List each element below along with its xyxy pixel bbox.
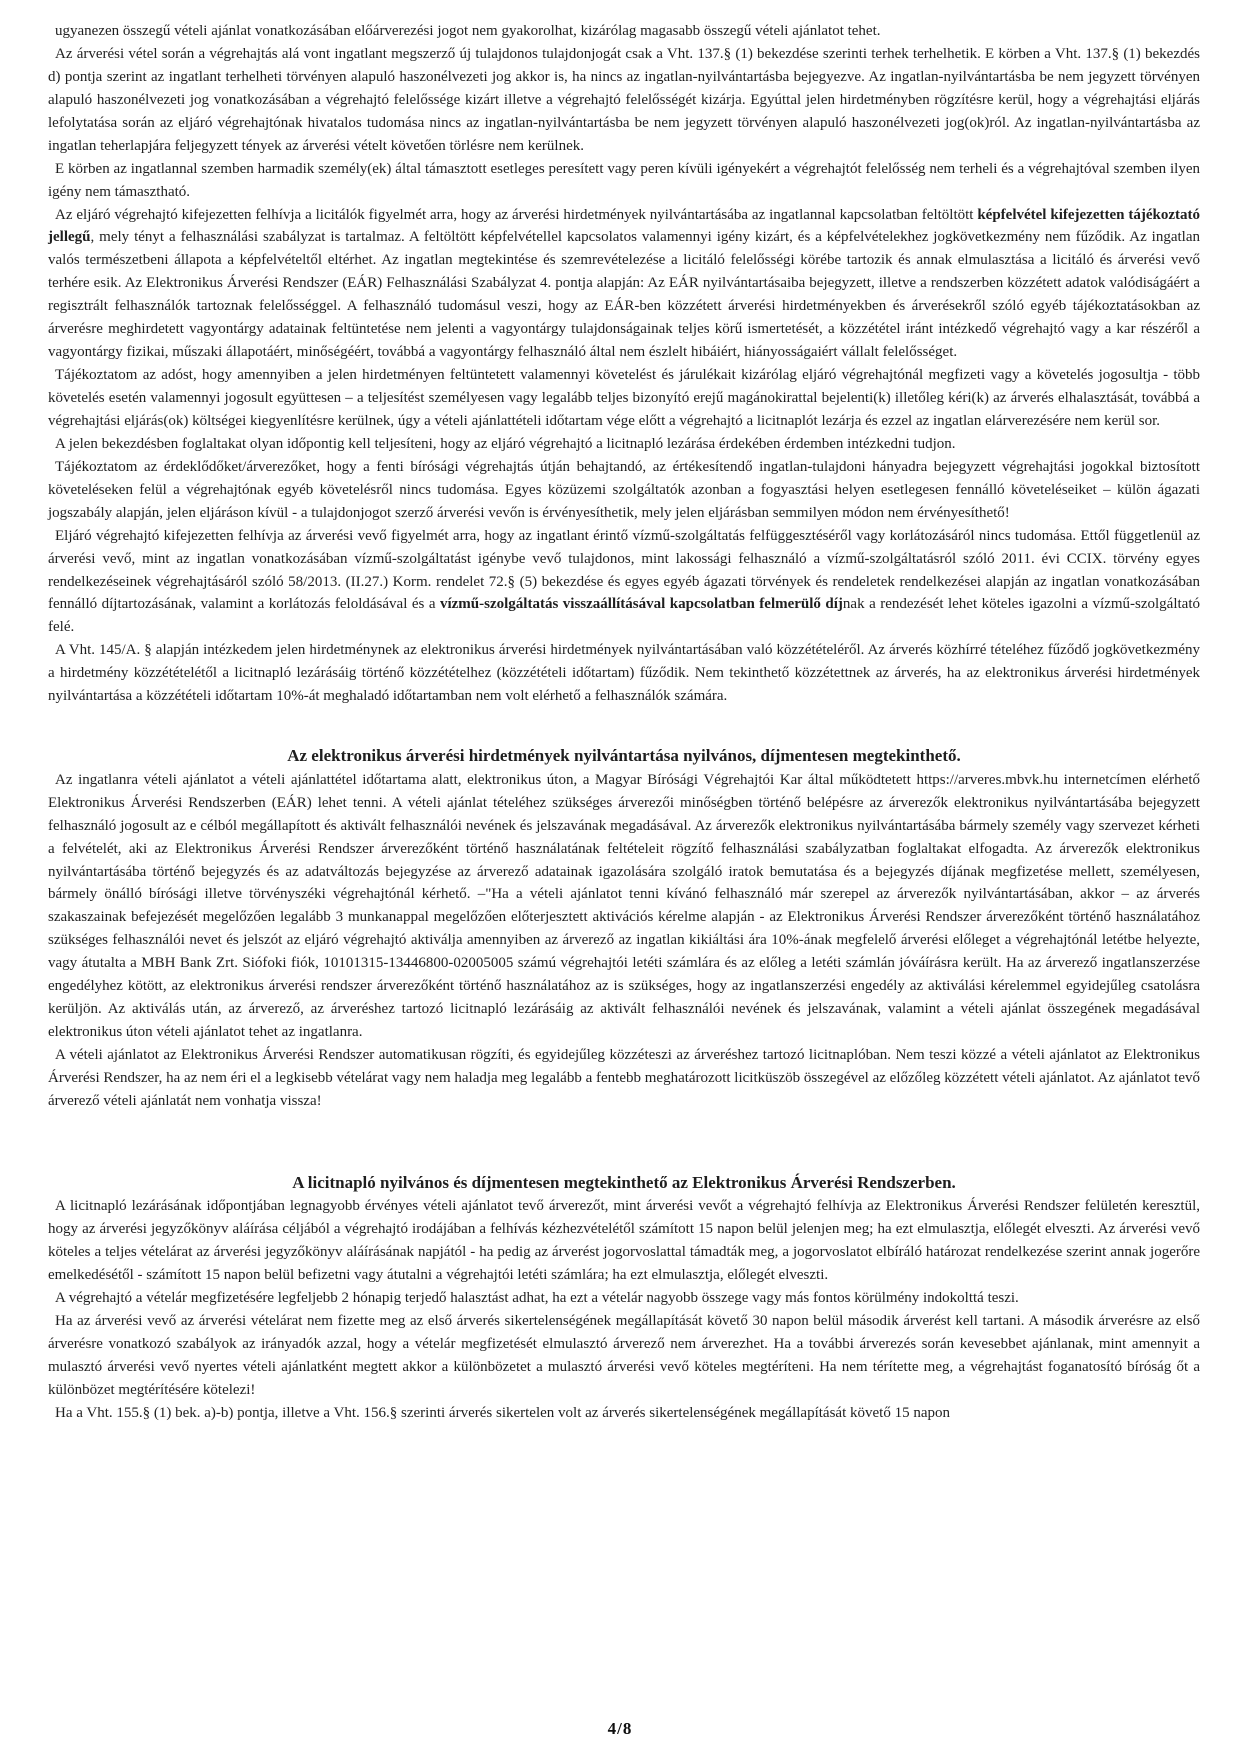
paragraph bbox=[48, 1195, 1200, 1287]
text-run: Az eljáró végrehajtó kifejezetten felhívja a licitálók figyelmét arra, hogy az árverési hirdetmények nyilvántartásába az ingatlannal kapcsolatban feltöltött bbox=[55, 206, 978, 223]
text-run: A Vht. 145/A. § alapján intézkedem jelen hirdetménynek az elektronikus árverési hirdetmények nyilvántartásában való közzétételéről. Az árverés közhírré tételéhez fűződő jogkövetkezmény a hirdetmény közzétételétől a licitnapló lezárásáig történő közzétételhez (közzétételi időtartam) fűződik. Nem tekinthető közzétettnek az árverés, ha az elektronikus árverési hirdetmények nyilvántartása a közzétételi időtartam 10%-át meghaladó időtartamban nem volt elérhető a felhasználók számára. bbox=[48, 642, 1200, 705]
text-run: A vételi ajánlatot az Elektronikus Árverési Rendszer automatikusan rögzíti, és egyidejűleg közzéteszi az árveréshez tartozó licitnaplóban. Nem teszi közzé a vételi ajánlatot az Elektronikus Árverési Rendszer, ha az nem éri el a legkisebb vételárat vagy nem haladja meg legalább a fentebb meghatározott licitküszöb összegével az előzőleg közzétett vételi ajánlatot. Az ajánlatot tevő árverező vételi ajánlatát nem vonhatja vissza! bbox=[48, 1047, 1200, 1109]
text-run: Az ingatlanra vételi ajánlatot a vételi ajánlattétel időtartama alatt, elektronikus úton, a Magyar Bírósági Végrehajtói Kar által működtetett https://arveres.mbvk.hu internetcímen elérhető Elektronikus Árverési Rendszerben (EÁR) lehet tenni. A vételi ajánlat tételéhez szükséges árverezői minőségben történő belépésre az árverezők elektronikus nyilvántartásába bejegyzett felhasználó jogosult az e célból megállapított és aktivált felhasználói nevének és jelszavának megadásával. Az árverezők elektronikus nyilvántartásába bármely személy vagy szervezet kérheti a felvételét, aki az Elektronikus Árverési Rendszer árverezőként történő használatának feltételeit rögzítő felhasználási szabályzatban foglaltakat elfogadta. Az árverezők elektronikus nyilvántartásába történő bejegyzés és az adatváltozás bejegyzése az árverező adatainak igazolására szolgáló iratok bemutatása és a bejegyzés díjának megfizetése mellett, személyesen, bármely önálló bírósági illetve törvényszéki végrehajtónál kérhető. –"Ha a vételi ajánlatot tenni kívánó felhasználó már szerepel az árverezők nyilvántartásában, akkor – az árverés szakaszainak befejezését megelőzően legalább 3 munkanappal megelőzően előterjesztett aktivációs kérelme alapján - az Elektronikus Árverési Rendszer árverezőként történő használatához szükséges felhasználói nevet és jelszót az eljáró végrehajtó aktiválja amennyiben az árverező az ingatlan kikiáltási ára 10%-ának megfelelő árverési előleget a végrehajtónál letétbe helyezte, vagy átutalta a MBH Bank Zrt. Siófoki fiók, 10101315-13446800-02005005 számú végrehajtói letéti számlára és az előleg a letéti számlán jóváírásra került. Ha az árverező ingatlanszerzése engedélyhez kötött, az elektronikus árverési rendszer árverezőként történő használatához az is szükséges, hogy az ingatlanszerzési engedély az aktiválási kérelemmel egyidejűleg csatolásra kerüljön. Az aktiválás után, az árverező, az árveréshez tartozó licitnapló lezárásáig az aktivált felhasználói nevének és jelszavának, valamint a vételi ajánlat összegének megadásával elektronikus úton vételi ajánlatot tehet az ingatlanra. bbox=[48, 771, 1200, 1041]
paragraph bbox=[48, 204, 1200, 365]
bold-text-run: vízmű-szolgáltatás visszaállításával kapcsolatban felmerülő díj bbox=[439, 596, 843, 613]
paragraph bbox=[48, 364, 1200, 433]
paragraph bbox=[48, 525, 1200, 640]
paragraph bbox=[48, 20, 1200, 43]
text-run: ugyanezen összegű vételi ajánlat vonatkozásában előárverezési jogot nem gyakorolhat, kizárólag magasabb összegű vételi ajánlatot tehet. bbox=[55, 23, 881, 39]
section-heading bbox=[48, 1171, 1200, 1196]
text-run: Ha a Vht. 155.§ (1) bek. a)-b) pontja, illetve a Vht. 156.§ szerinti árverés sikertelen volt az árverés sikertelenségének megállapítását követő 15 napon bbox=[55, 1404, 950, 1421]
paragraph bbox=[48, 1402, 1200, 1425]
text-run: E körben az ingatlannal szemben harmadik személy(ek) által támasztott esetleges peresített vagy peren kívüli igényekért a végrehajtót felelősség nem terheli és a végrehajtóval szemben ilyen igény nem támasztható. bbox=[48, 160, 1200, 200]
paragraph bbox=[48, 639, 1200, 708]
text-run: Ha az árverési vevő az árverési vételárat nem fizette meg az első árverés sikertelenségének megállapítását követő 30 napon belül második árverést kell tartani. A második árverésre az első árverésre vonatkozó szabályok az irányadók azzal, hogy a vételár megfizetését elmulasztó árverező nem árverezhet. Ha a további árverezés során kevesebbet ajánlanak, mint amennyit a mulasztó árverési vevő nyertes vételi ajánlatként megtett akkor a különbözetet a mulasztó árverési vevő köteles megtéríteni. Ha nem térítette meg, a végrehajtást foganatosító bíróság őt a különbözet megtérítésére kötelezi! bbox=[48, 1313, 1200, 1398]
text-run: Tájékoztatom az érdeklődőket/árverezőket, hogy a fenti bírósági végrehajtás útján behajtandó, az értékesítendő ingatlan-tulajdoni hányadra bejegyzett végrehajtási jogokkal biztosított követeléseken felül a végrehajtónak egyéb követelésről nincs tudomása. Egyes közüzemi szolgáltatók azonban a fogyasztási helyen esetlegesen fennálló követeléseiket – külön ágazati jogszabály alapján, jelen eljáráson kívül - a tulajdonjogot szerző árverési vevőn is érvényesíthetik, mely jelen eljárásban semmilyen módon nem érvényesíthető! bbox=[48, 458, 1200, 521]
text-run: nak a rendezését lehet köteles igazolni a vízmű-szolgáltató felé. bbox=[48, 596, 1201, 636]
paragraph bbox=[48, 456, 1200, 525]
text-run: Eljáró végrehajtó kifejezetten felhívja az árverési vevő figyelmét arra, hogy az ingatlant érintő vízmű-szolgáltatás felfüggesztéséről vagy korlátozásáról nincs tudomása. Ettől függetlenül az árverési vevő, mint az ingatlan vonatkozásában vízmű-szolgáltatást igénybe vevő tulajdonos, mint lakossági felhasználó a vízmű-szolgáltatásról szóló 2011. évi CCIX. törvény egyes rendelkezéseinek végrehajtásáról szóló 58/2013. (II.27.) Korm. rendelet 72.§ (5) bekezdése és egyes egyéb ágazati törvények és rendeletek rendelkezései alapján az ingatlan vonatkozásában fennálló díjtartozásának, valamint a korlátozás feloldásával és a bbox=[48, 527, 1200, 613]
bold-text-run: A licitnapló nyilvános és díjmentesen megtekinthető az Elektronikus Árverési Rendszerben. bbox=[292, 1172, 956, 1192]
page-number: 4/8 bbox=[607, 1719, 633, 1738]
paragraph bbox=[48, 158, 1200, 204]
paragraph bbox=[48, 433, 1200, 456]
paragraph bbox=[48, 769, 1200, 1044]
text-run: , mely tényt a felhasználási szabályzat is tartalmaz. A feltöltött képfelvétellel kapcsolatos valamennyi igény kizárt, és a képfelvételekhez jogkövetkezmény nem fűződik. Az ingatlan valós természetbeni állapota a képfelvételtől eltérhet. Az ingatlan megtekintése és szemrevételezése a licitáló felelősségi körébe tartozik és annak elmulasztása a licitáló és árverési vevő terhére esik. Az Elektronikus Árverési Rendszer (EÁR) Felhasználási Szabályzat 4. pontja alapján: Az EÁR nyilvántartásaiba bejegyzett, illetve a rendszerben közzétett adatok valódiságáért a regisztrált felhasználók tartoznak felelősséggel. A felhasználó tudomásul veszi, hogy az EÁR-ben közzétett árverési hirdetményekben és árverésekről szóló egyéb tájékoztatásokban az árverésre meghirdetett vagyontárgy adatainak feltüntetése nem jelenti a vagyontárgy tulajdonságainak teljes körű ismertetését, a közzététel iránt intézkedő végrehajtó vagy a kar részéről a vagyontárgy fizikai, műszaki állapotáért, minőségéért, továbbá a vagyontárgy felhasználó által nem észlelt hibáiért, hiányosságaiért vállalt felelősséget. bbox=[48, 229, 1200, 361]
text-run: A végrehajtó a vételár megfizetésére legfeljebb 2 hónapig terjedő halasztást adhat, ha ezt a vételár nagyobb összege vagy más fontos körülmény indokolttá teszi. bbox=[55, 1290, 1019, 1307]
bold-text-run: Az elektronikus árverési hirdetmények nyilvántartása nyilvános, díjmentesen megtekinthető. bbox=[287, 746, 961, 766]
bold-text-run: képfelvétel kifejezetten tájékoztató jellegű bbox=[48, 206, 1200, 246]
text-run: Az árverési vétel során a végrehajtás alá vont ingatlant megszerző új tulajdonos tulajdonjogát csak a Vht. 137.§ (1) bekezdése szerinti terhek terhelhetik. E körben a Vht. 137.§ (1) bekezdés d) pontja szerint az ingatlant terhelheti törvényen alapuló haszonélvezeti jog akkor is, ha nincs az ingatlan-nyilvántartásba bejegyezve. Az ingatlan-nyilvántartásba be nem jegyzett törvényen alapuló haszonélvezeti jog vonatkozásában a végrehajtó felelőssége kizárt illetve a végrehajtó felelősségét kizárja. Egyúttal jelen hirdetményben rögzítésre kerül, hogy a végrehajtási eljárás lefolytatása során az eljáró végrehajtónak hivatalos tudomása nincs az ingatlan-nyilvántartásba be nem jegyzett törvényen alapuló haszonélvezeti jog(ok)ról. Az ingatlan-nyilvántartásba az ingatlan teherlapjára feljegyzett tények az árverési vételt követően törlésre nem kerülnek. bbox=[48, 45, 1200, 154]
paragraph bbox=[48, 1310, 1200, 1402]
paragraph bbox=[48, 1044, 1200, 1113]
document-body bbox=[48, 20, 1200, 1425]
paragraph bbox=[48, 1287, 1200, 1310]
text-run: A licitnapló lezárásának időpontjában legnagyobb érvényes vételi ajánlatot tevő árverezőt, mint árverési vevőt a végrehajtó felhívja az Elektronikus Árverési Rendszer felületén keresztül, hogy az árverési jegyzőkönyv aláírása céljából a végrehajtó irodájában a felhívás kézhezvételétől számított 15 napon belül jelenjen meg; ha ezt elmulasztja, előlegét elveszti. Az árverési vevő köteles a teljes vételárat az árverési jegyzőkönyv aláírásának napjától - ha pedig az árverést jogorvoslattal támadták meg, a jogorvoslatot elbíráló határozat rendelkezése szerint annak jogerőre emelkedésétől - számított 15 napon belül befizetni vagy átutalni a végrehajtói letéti számlára; ha ezt elmulasztja, előlegét elveszti. bbox=[48, 1198, 1200, 1284]
text-run: Tájékoztatom az adóst, hogy amennyiben a jelen hirdetményen feltüntetett valamennyi követelést és járulékait kizárólag eljáró végrehajtónál megfizeti vagy a követelés jogosultja - több követelés esetén valamennyi jogosult együttesen – a teljesítést személyesen vagy legalább teljes bizonyító erejű magánokirattal bejelenti(k) illetőleg kéri(k) az árverés elhalasztását, továbbá a végrehajtási eljárás(ok) költségei kiegyenlítésre kerülnek, úgy a vételi ajánlattételi időtartam vége előtt a végrehajtó a licitnaplót lezárja és ezzel az ingatlan elárverezésére nem kerül sor. bbox=[48, 367, 1200, 429]
paragraph bbox=[48, 43, 1200, 158]
text-run: A jelen bekezdésben foglaltakat olyan időpontig kell teljesíteni, hogy az eljáró végrehajtó a licitnapló lezárása érdekében érdemben intézkedni tudjon. bbox=[55, 435, 956, 452]
section-heading bbox=[48, 744, 1200, 769]
